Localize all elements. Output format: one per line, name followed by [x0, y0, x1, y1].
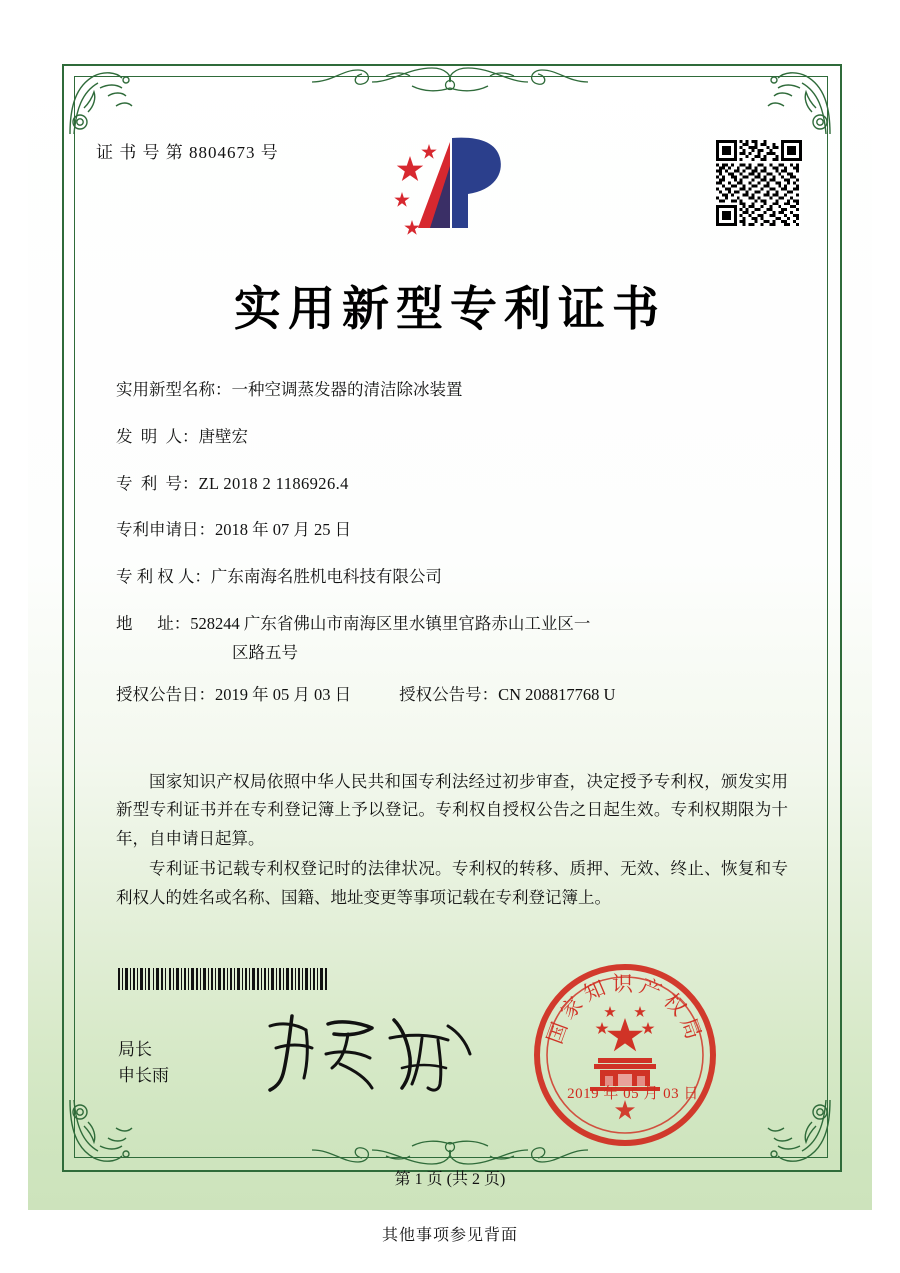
signature-block [118, 1037, 169, 1090]
address-line-1 [116, 612, 816, 637]
field-row-inventor [116, 425, 816, 450]
field-row-patent-number [116, 472, 816, 497]
field-label: 专利申请日： [116, 520, 215, 540]
field-row-address [116, 612, 816, 663]
body-text [116, 768, 788, 914]
cnipa-logo-icon [382, 132, 522, 252]
field-label: 专 利 号： [116, 473, 199, 493]
field-row-patentee [116, 565, 816, 590]
field-value: 唐壁宏 [198, 426, 248, 446]
signature-handwriting [262, 1008, 482, 1098]
qr-code [716, 140, 802, 226]
field-row-grant-announcement [116, 683, 816, 708]
corner-ornament-icon [762, 1094, 836, 1168]
svg-text:国家知识产权局: 国家知识产权局 [542, 972, 708, 1048]
field-row-application-date [116, 518, 816, 543]
field-label: 地 址： [116, 613, 191, 633]
grant-number-label: 授权公告号： [399, 684, 499, 704]
corner-ornament-icon [64, 1094, 138, 1168]
grant-date-label: 授权公告日： [116, 684, 215, 704]
address-line-2: 区路五号 [232, 642, 298, 662]
page-title: 实用新型专利证书 [234, 282, 666, 337]
official-seal [530, 960, 720, 1150]
grant-date-value: 2019 年 05 月 03 日 [215, 684, 352, 704]
signature-name-label: 申长雨 [118, 1066, 169, 1086]
field-value: 528244 广东省佛山市南海区里水镇里官路赤山工业区一 [190, 613, 591, 633]
grant-number-value: CN 208817768 U [498, 684, 616, 704]
field-row-utility-model-name [116, 378, 816, 403]
field-label: 专 利 权 人： [116, 567, 211, 586]
certificate-number: 证 书 号 第 8804673 号 [96, 143, 279, 162]
field-value: 广东南海名胜机电科技有限公司 [210, 567, 442, 586]
field-value: 2018 年 07 月 25 日 [215, 520, 352, 540]
signature-title-label: 局长 [118, 1040, 152, 1059]
body-paragraph-2: 专利证书记载专利权登记时的法律状况。专利权的转移、质押、无效、终止、恢复和专利权人的姓名或名称、国籍、地址变更等事项记载在专利登记簿上。 [116, 859, 788, 907]
barcode [118, 968, 330, 990]
seal-date: 2019 年 05 月 03 日 [567, 1086, 699, 1102]
field-label: 发 明 人： [116, 426, 199, 446]
top-ornament-icon [312, 60, 588, 100]
corner-ornament-icon [64, 66, 138, 140]
field-list [116, 378, 816, 729]
body-paragraph-1: 国家知识产权局依照中华人民共和国专利法经过初步审查，决定授予专利权，颁发实用新型专利证书并在专利登记簿上予以登记。专利权自授权公告之日起生效。专利权期限为十年，自申请日起算。 [116, 772, 788, 848]
page-number: 第 1 页 (共 2 页) [394, 1171, 506, 1188]
field-value: 一种空调蒸发器的清洁除冰装置 [231, 380, 463, 399]
corner-ornament-icon [762, 66, 836, 140]
field-value: ZL 2018 2 1186926.4 [198, 473, 349, 493]
footer-note: 其他事项参见背面 [381, 1227, 518, 1244]
field-label: 实用新型名称： [116, 380, 232, 399]
